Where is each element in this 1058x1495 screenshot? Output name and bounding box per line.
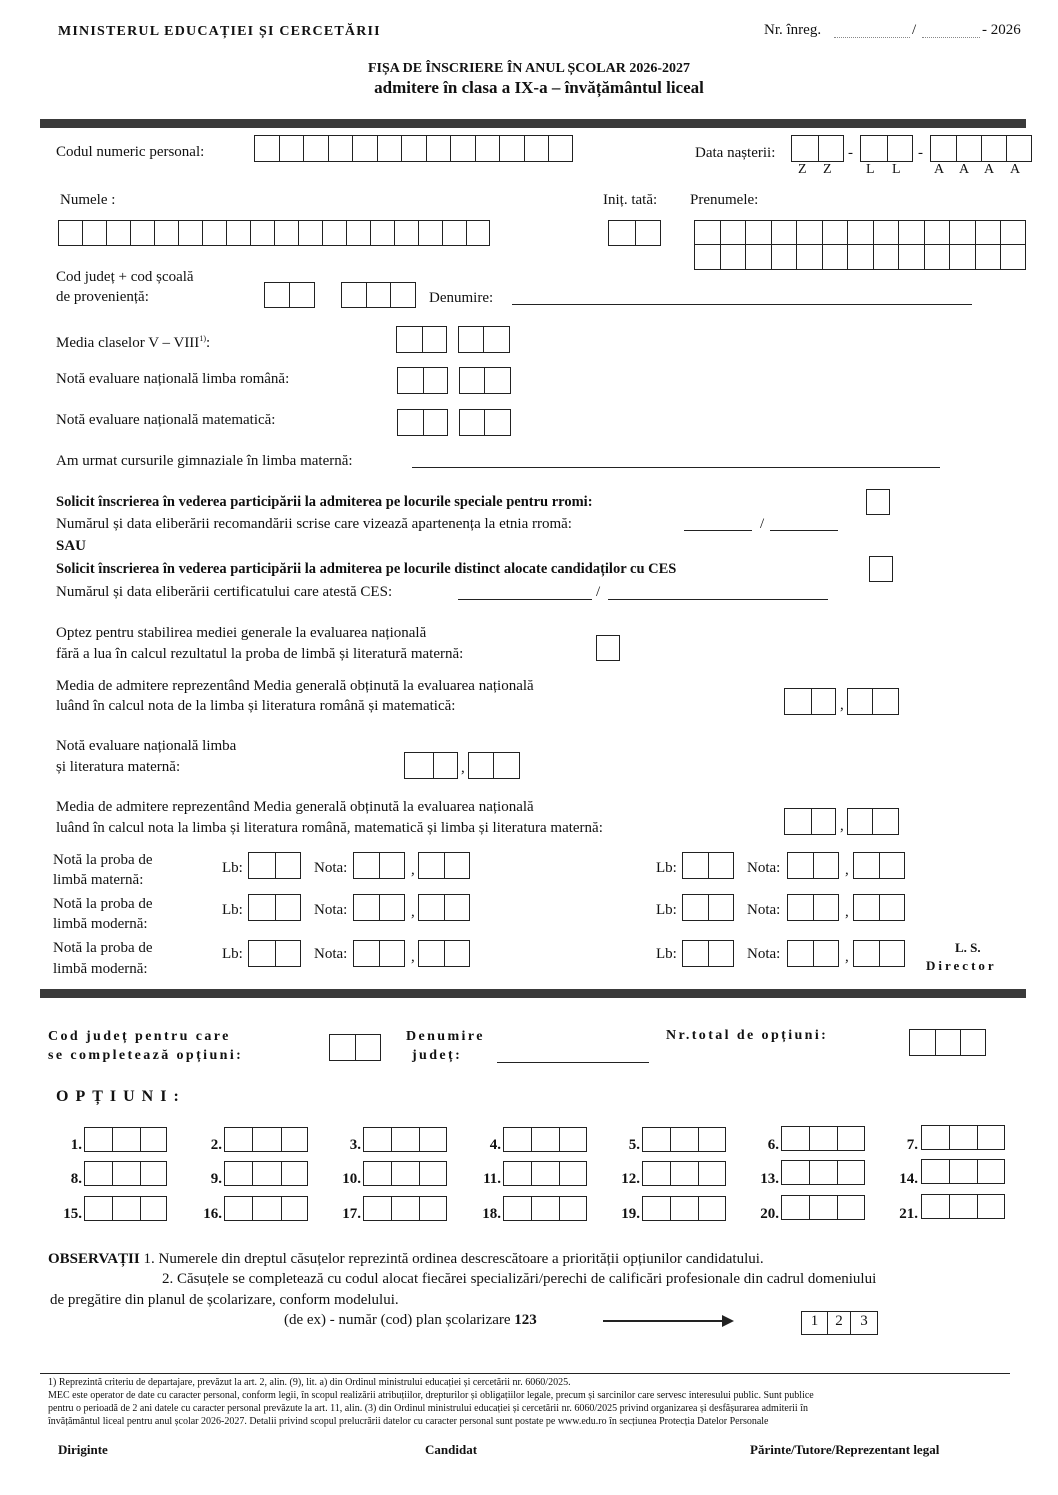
- last-name-input[interactable]: [58, 220, 490, 246]
- option-11-input[interactable]: [503, 1161, 587, 1186]
- romanian-grade-label: Notă evaluare națională limba română:: [56, 371, 290, 387]
- exclude-mother-tongue-checkbox[interactable]: [596, 635, 620, 661]
- observation-2b: de pregătire din planul de școlarizare, conform modelului.: [50, 1292, 399, 1308]
- footnote-2: MEC este operator de date cu caracter personal, conform legii, în scopul realizării atribuțiilor, drepturilor și obligațiilor legale, precum și sarcinilor care servesc interesului public. Sunt publice: [48, 1390, 814, 1401]
- option-21-input[interactable]: [921, 1194, 1005, 1219]
- school-name-label: Denumire:: [429, 290, 494, 306]
- or-label: SAU: [56, 538, 87, 554]
- lang-test-2b-grade-integer-input[interactable]: [787, 894, 839, 921]
- birth-day-input[interactable]: [791, 135, 844, 162]
- decimal-comma: ,: [461, 760, 465, 776]
- lang-test-1-label-2: limbă maternă:: [53, 872, 144, 888]
- option-4-input[interactable]: [503, 1127, 587, 1152]
- footer-divider: [40, 1373, 1010, 1374]
- arrow-head-icon: [722, 1315, 734, 1327]
- lang-test-3a-grade-integer-input[interactable]: [353, 940, 405, 967]
- math-grade-integer-input[interactable]: [397, 409, 448, 436]
- lang-test-2-label-2: limbă modernă:: [53, 916, 148, 932]
- ces-request-checkbox[interactable]: [869, 556, 893, 582]
- decimal-comma: ,: [840, 818, 844, 834]
- mother-tongue-grade-integer-input[interactable]: [404, 752, 458, 779]
- option-number: 15.: [63, 1206, 82, 1222]
- mother-tongue-label: Am urmat cursurile gimnaziale în limba maternă:: [56, 453, 353, 469]
- decimal-comma: ,: [411, 862, 415, 878]
- birth-date-label: Data nașterii:: [695, 145, 776, 161]
- birth-month-input[interactable]: [860, 135, 913, 162]
- lang-test-3b-grade-integer-input[interactable]: [787, 940, 839, 967]
- nota-label: Nota:: [314, 902, 348, 918]
- mother-tongue-grade-label-2: și literatura maternă:: [56, 759, 181, 775]
- school-code-label: Cod județ + cod școală: [56, 269, 194, 285]
- county-code-input[interactable]: [264, 282, 315, 308]
- mother-tongue-grade-label-1: Notă evaluare națională limba: [56, 738, 237, 754]
- ces-doc-date-field[interactable]: [608, 599, 828, 600]
- ces-doc-label: Numărul și data eliberării certificatului care atestă CES:: [56, 584, 393, 600]
- nota-label: Nota:: [747, 902, 781, 918]
- lang-test-2a-grade-decimal-input[interactable]: [418, 894, 470, 921]
- media-label: Media claselor V – VIII$^{1)}$:: [56, 334, 211, 351]
- option-number: 10.: [342, 1171, 361, 1187]
- option-number: 8.: [70, 1171, 82, 1187]
- cnp-label: Codul numeric personal:: [56, 144, 205, 160]
- roma-request-checkbox[interactable]: [866, 489, 890, 515]
- option-number: 12.: [621, 1171, 640, 1187]
- lang-test-1-label-1: Notă la proba de: [53, 852, 153, 868]
- nota-label: Nota:: [314, 860, 348, 876]
- roma-request-label: Solicit înscrierea în vederea participării la admiterea pe locurile speciale pentru rromi:: [56, 494, 593, 510]
- option-18-input[interactable]: [503, 1196, 587, 1221]
- observations-title: OBSERVAȚII: [48, 1251, 140, 1267]
- option-3-input[interactable]: [363, 1127, 447, 1152]
- admission-avg-2-integer-input[interactable]: [784, 808, 836, 835]
- section-divider-middle: [40, 989, 1026, 998]
- media-decimal-input[interactable]: [458, 326, 510, 353]
- school-code-input[interactable]: [341, 282, 416, 308]
- lb-label: Lb:: [222, 860, 243, 876]
- decimal-comma: ,: [845, 862, 849, 878]
- option-16-input[interactable]: [224, 1196, 308, 1221]
- observations: [48, 1250, 764, 1269]
- nota-label: Nota:: [747, 946, 781, 962]
- registration-year: - 2026: [982, 22, 1021, 38]
- ces-request-label: Solicit înscrierea în vederea participării la admiterea pe locurile distinct alocate candidaților cu CES: [56, 561, 677, 577]
- option-14-input[interactable]: [921, 1159, 1005, 1184]
- lang-test-1a-language-input[interactable]: [248, 852, 301, 879]
- lang-test-3b-grade-decimal-input[interactable]: [853, 940, 905, 967]
- lang-test-2-label-1: Notă la proba de: [53, 896, 153, 912]
- total-options-label: Nr.total de opțiuni:: [666, 1028, 829, 1043]
- county-code-label-1: Cod județ pentru care: [48, 1029, 231, 1044]
- first-name-label: Prenumele:: [690, 192, 759, 208]
- decimal-comma: ,: [411, 949, 415, 965]
- option-2-input[interactable]: [224, 1127, 308, 1152]
- admission-avg-2-decimal-input[interactable]: [847, 808, 899, 835]
- roma-doc-date-field[interactable]: [770, 530, 838, 531]
- lb-label: Lb:: [656, 902, 677, 918]
- lang-test-3a-grade-decimal-input[interactable]: [418, 940, 470, 967]
- lang-test-2b-language-input[interactable]: [682, 894, 734, 921]
- arrow-icon: [603, 1320, 731, 1322]
- lang-test-2b-grade-decimal-input[interactable]: [853, 894, 905, 921]
- option-10-input[interactable]: [363, 1161, 447, 1186]
- lang-test-2a-language-input[interactable]: [248, 894, 301, 921]
- romanian-grade-integer-input[interactable]: [397, 367, 448, 394]
- admission-avg-2-label-1: Media de admitere reprezentând Media generală obținută la evaluarea națională: [56, 799, 534, 815]
- option-12-input[interactable]: [642, 1161, 726, 1186]
- option-number: 2.: [210, 1137, 222, 1153]
- form-subtitle: admitere în clasa a IX-a – învățământul liceal: [374, 78, 704, 97]
- example-text: (de ex) - număr (cod) plan școlarizare 123: [284, 1312, 537, 1328]
- decimal-comma: ,: [411, 904, 415, 920]
- option-9-input[interactable]: [224, 1161, 308, 1186]
- footnote-4: învățământul liceal pentru anul școlar 2026-2027. Detalii privind scopul prelucrării datelor cu caracter personal sunt postate pe www.edu.ro în secțiunea Protecția Datelor Personale: [48, 1416, 769, 1427]
- option-number: 7.: [906, 1137, 918, 1153]
- lang-test-2a-grade-integer-input[interactable]: [353, 894, 405, 921]
- option-number: 13.: [760, 1171, 779, 1187]
- romanian-grade-decimal-input[interactable]: [459, 367, 511, 394]
- lb-label: Lb:: [656, 860, 677, 876]
- school-code-label-2: de proveniență:: [56, 289, 149, 305]
- admission-avg-1-integer-input[interactable]: [784, 688, 836, 715]
- observation-2a: 2. Căsuțele se completează cu codul alocat fiecărei specializări/perechi de calificări profesionale din cadrul domeniului: [162, 1271, 877, 1287]
- roma-doc-number-field[interactable]: [684, 530, 752, 531]
- school-name-field[interactable]: [512, 304, 972, 305]
- option-number: 18.: [482, 1206, 501, 1222]
- observation-1: 1. Numerele din dreptul căsuțelor reprezintă ordinea descrescătoare a priorității opțiunilor candidatului.: [143, 1251, 764, 1267]
- option-15-input[interactable]: [84, 1196, 167, 1221]
- option-number: 4.: [489, 1137, 501, 1153]
- last-name-label: Numele :: [60, 192, 116, 208]
- option-number: 16.: [203, 1206, 222, 1222]
- admission-avg-1-label-1: Media de admitere reprezentând Media generală obținută la evaluarea națională: [56, 678, 534, 694]
- lang-test-3-label-2: limbă modernă:: [53, 961, 148, 977]
- ces-doc-number-field[interactable]: [458, 599, 592, 600]
- first-name-input[interactable]: [694, 220, 1026, 270]
- option-number: 19.: [621, 1206, 640, 1222]
- stamp-label: L. S.: [955, 940, 981, 955]
- media-integer-input[interactable]: [396, 326, 447, 353]
- lang-test-1b-grade-integer-input[interactable]: [787, 852, 839, 879]
- father-initial-label: Iniț. tată:: [603, 192, 658, 208]
- registration-number-field[interactable]: [834, 37, 910, 38]
- roma-doc-label: Numărul și data eliberării recomandării scrise care vizează apartenența la etnia rromă:: [56, 516, 572, 532]
- option-number: 9.: [210, 1171, 222, 1187]
- footnote-3: pentru o perioadă de 2 ani datele cu caracter personal prevăzute la art. 11, alin. (3) din Ordinul ministrului educației și cercetării nr. 6060/2025 privind organizarea și desfășurarea admiterii în: [48, 1403, 808, 1414]
- signature-candidate: Candidat: [425, 1442, 478, 1457]
- form-title: FIȘA DE ÎNSCRIERE ÎN ANUL ȘCOLAR 2026-2027: [367, 61, 691, 76]
- option-17-input[interactable]: [363, 1196, 447, 1221]
- county-name-label-2: județ:: [412, 1048, 463, 1063]
- lb-label: Lb:: [656, 946, 677, 962]
- opt-label-2: fără a lua în calcul rezultatul la proba de limbă și literatură maternă:: [56, 646, 464, 662]
- total-options-input[interactable]: [909, 1029, 986, 1056]
- lang-test-3-label-1: Notă la proba de: [53, 940, 153, 956]
- option-number: 1.: [70, 1137, 82, 1153]
- option-19-input[interactable]: [642, 1196, 726, 1221]
- option-5-input[interactable]: [642, 1127, 726, 1152]
- option-number: 11.: [483, 1171, 501, 1187]
- lang-test-3a-language-input[interactable]: [248, 940, 301, 967]
- decimal-comma: ,: [840, 697, 844, 713]
- option-8-input[interactable]: [84, 1161, 167, 1186]
- lang-test-1a-grade-integer-input[interactable]: [353, 852, 405, 879]
- option-number: 17.: [342, 1206, 361, 1222]
- admission-avg-1-label-2: luând în calcul nota de la limba și literatura română și matematică:: [56, 698, 456, 714]
- options-county-code-input[interactable]: [329, 1034, 381, 1061]
- math-grade-label: Notă evaluare națională matematică:: [56, 412, 276, 428]
- section-divider-top: [40, 119, 1026, 128]
- admission-avg-1-decimal-input[interactable]: [847, 688, 899, 715]
- slash: /: [760, 516, 765, 532]
- option-number: 20.: [760, 1206, 779, 1222]
- mother-tongue-grade-decimal-input[interactable]: [468, 752, 520, 779]
- birth-separator: -: [918, 145, 923, 161]
- birth-year-input[interactable]: [930, 135, 1032, 162]
- option-20-input[interactable]: [781, 1195, 865, 1220]
- lang-test-1a-grade-decimal-input[interactable]: [418, 852, 470, 879]
- lang-test-1b-language-input[interactable]: [682, 852, 734, 879]
- math-grade-decimal-input[interactable]: [459, 409, 511, 436]
- option-number: 14.: [899, 1171, 918, 1187]
- admission-avg-2-label-2: luând în calcul nota la limba și literatura română, matematică și limba și literatura maternă:: [56, 820, 603, 836]
- county-name-label-1: Denumire: [406, 1029, 485, 1044]
- slash: /: [596, 584, 601, 600]
- example-code-boxes: 1 2 3: [801, 1311, 878, 1335]
- lang-test-3b-language-input[interactable]: [682, 940, 734, 967]
- option-number: 21.: [899, 1206, 918, 1222]
- birth-separator: -: [848, 145, 853, 161]
- option-number: 6.: [767, 1137, 779, 1153]
- option-number: 5.: [628, 1137, 640, 1153]
- director-label: Director: [926, 958, 997, 973]
- registration-separator: /: [912, 22, 917, 38]
- option-13-input[interactable]: [781, 1160, 865, 1185]
- nota-label: Nota:: [747, 860, 781, 876]
- opt-label-1: Optez pentru stabilirea mediei generale la evaluarea națională: [56, 625, 427, 641]
- mother-tongue-field[interactable]: [412, 467, 940, 468]
- footnote-1: 1) Reprezintă criteriu de departajare, prevăzut la art. 2, alin. (9), lit. a) din Ordinul ministrului educației și cercetării nr. 6060/2025.: [48, 1377, 571, 1388]
- cnp-input[interactable]: [254, 135, 573, 162]
- county-code-label-2: se completează opțiuni:: [48, 1048, 244, 1063]
- decimal-comma: ,: [845, 949, 849, 965]
- registration-label: Nr. înreg.: [764, 22, 822, 38]
- options-heading: OPȚIUNI:: [56, 1088, 186, 1105]
- registration-date-field[interactable]: [922, 37, 980, 38]
- ministry-name: MINISTERUL EDUCAȚIEI ȘI CERCETĂRII: [58, 24, 381, 39]
- county-name-field[interactable]: [497, 1062, 649, 1063]
- signature-teacher: Diriginte: [58, 1442, 108, 1457]
- option-number: 3.: [349, 1137, 361, 1153]
- option-7-input[interactable]: [921, 1125, 1005, 1150]
- lang-test-1b-grade-decimal-input[interactable]: [853, 852, 905, 879]
- nota-label: Nota:: [314, 946, 348, 962]
- option-6-input[interactable]: [781, 1126, 865, 1151]
- option-1-input[interactable]: [84, 1127, 167, 1152]
- decimal-comma: ,: [845, 904, 849, 920]
- signature-parent: Părinte/Tutore/Reprezentant legal: [750, 1442, 940, 1457]
- lb-label: Lb:: [222, 946, 243, 962]
- father-initial-input[interactable]: [608, 220, 661, 246]
- lb-label: Lb:: [222, 902, 243, 918]
